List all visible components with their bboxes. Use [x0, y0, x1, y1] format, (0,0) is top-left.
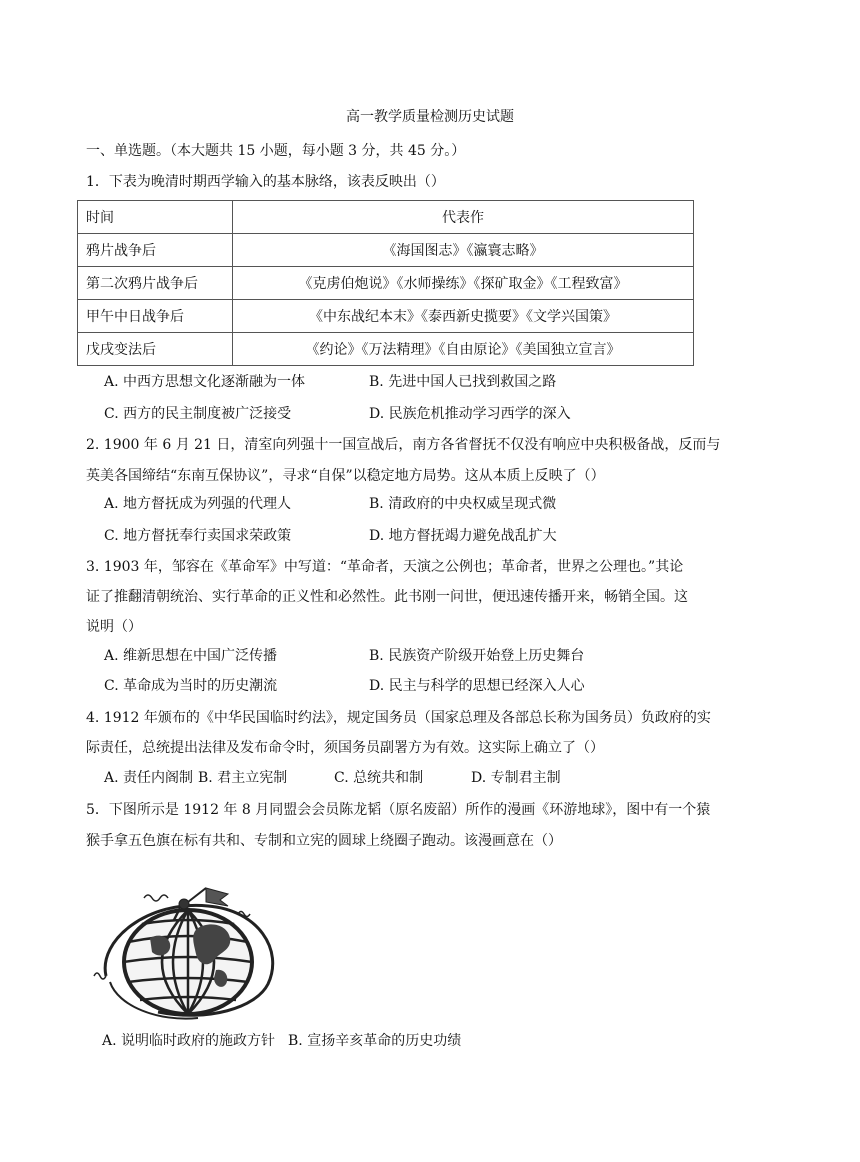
table-cell: 《克虏伯炮说》《水师操练》《探矿取金》《工程致富》	[233, 267, 694, 300]
q3-option-b[interactable]: B. 民族资产阶级开始登上历史舞台	[369, 648, 585, 664]
table-cell: 甲午中日战争后	[78, 300, 233, 333]
q2-option-a[interactable]: A. 地方督抚成为列强的代理人	[104, 496, 292, 512]
q1-table	[77, 200, 694, 366]
table-row	[78, 267, 694, 300]
q2-stem-line: 2. 1900 年 6 月 21 日，清室向列强十一国宣战后，南方各省督抚不仅没有响应中央积极备战，反而与	[86, 437, 721, 453]
q4-stem-line: 4. 1912 年颁布的《中华民国临时约法》，规定国务员（国家总理及各部总长称为国务员）负政府的实	[86, 710, 711, 726]
q1-option-b[interactable]: B. 先进中国人已找到救国之路	[369, 374, 557, 390]
q5-stem-line: 5．下图所示是 1912 年 8 月同盟会会员陈龙韬（原名废韶）所作的漫画《环游地球》，图中有一个猿	[86, 802, 711, 818]
table-row	[78, 333, 694, 366]
table-cell: 《海国图志》《瀛寰志略》	[233, 234, 694, 267]
exam-title: 高一教学质量检测历史试题	[346, 109, 514, 125]
q4-option-c[interactable]: C. 总统共和制	[334, 770, 424, 786]
table-header-cell: 时间	[78, 201, 233, 234]
q4-option-b[interactable]: B. 君主立宪制	[198, 770, 288, 786]
q5-stem-line: 猴手拿五色旗在标有共和、专制和立宪的圆球上绕圈子跑动。该漫画意在（）	[86, 833, 562, 849]
table-cell: 《中东战纪本末》《泰西新史揽要》《文学兴国策》	[233, 300, 694, 333]
section-heading: 一、单选题。（本大题共 15 小题，每小题 3 分，共 45 分。）	[86, 143, 466, 159]
q5-option-b[interactable]: B. 宣扬辛亥革命的历史功绩	[288, 1033, 462, 1049]
q3-option-d[interactable]: D. 民主与科学的思想已经深入人心	[369, 678, 585, 694]
q1-option-c[interactable]: C. 西方的民主制度被广泛接受	[104, 406, 292, 422]
table-cell: 鸦片战争后	[78, 234, 233, 267]
q3-stem-line: 3. 1903 年，邹容在《革命军》中写道：“革命者，天演之公例也；革命者，世界之公理也。”其论	[86, 559, 684, 575]
table-row	[78, 234, 694, 267]
q5-option-a[interactable]: A. 说明临时政府的施政方针	[102, 1033, 276, 1049]
q2-option-c[interactable]: C. 地方督抚奉行卖国求荣政策	[104, 528, 292, 544]
q2-option-b[interactable]: B. 清政府的中央权威呈现式微	[369, 496, 557, 512]
globe-cartoon-image	[88, 880, 288, 1030]
q4-option-a[interactable]: A. 责任内阁制	[104, 770, 194, 786]
q4-stem-line: 际责任，总统提出法律及发布命令时，须国务员副署方为有效。这实际上确立了（）	[86, 740, 604, 756]
q3-option-a[interactable]: A. 维新思想在中国广泛传播	[104, 648, 278, 664]
table-cell: 第二次鸦片战争后	[78, 267, 233, 300]
q3-option-c[interactable]: C. 革命成为当时的历史潮流	[104, 678, 278, 694]
table-row	[78, 300, 694, 333]
q1-stem: 1．下表为晚清时期西学输入的基本脉络，该表反映出（）	[86, 174, 445, 190]
table-cell: 戊戌变法后	[78, 333, 233, 366]
table-header-cell: 代表作	[233, 201, 694, 234]
q2-stem-line: 英美各国缔结“东南互保协议”，寻求“自保”以稳定地方局势。这从本质上反映了（）	[86, 468, 605, 484]
q1-option-a[interactable]: A. 中西方思想文化逐渐融为一体	[104, 374, 306, 390]
q3-stem-line: 证了推翻清朝统治、实行革命的正义性和必然性。此书刚一问世，便迅速传播开来，畅销全国。这	[86, 589, 688, 605]
q3-stem-line: 说明（）	[86, 619, 142, 635]
q1-option-d[interactable]: D. 民族危机推动学习西学的深入	[369, 406, 571, 422]
q2-option-d[interactable]: D. 地方督抚竭力避免战乱扩大	[369, 528, 557, 544]
q4-option-d[interactable]: D. 专制君主制	[471, 770, 561, 786]
table-header-row	[78, 201, 694, 234]
table-cell: 《约论》《万法精理》《自由原论》《美国独立宣言》	[233, 333, 694, 366]
